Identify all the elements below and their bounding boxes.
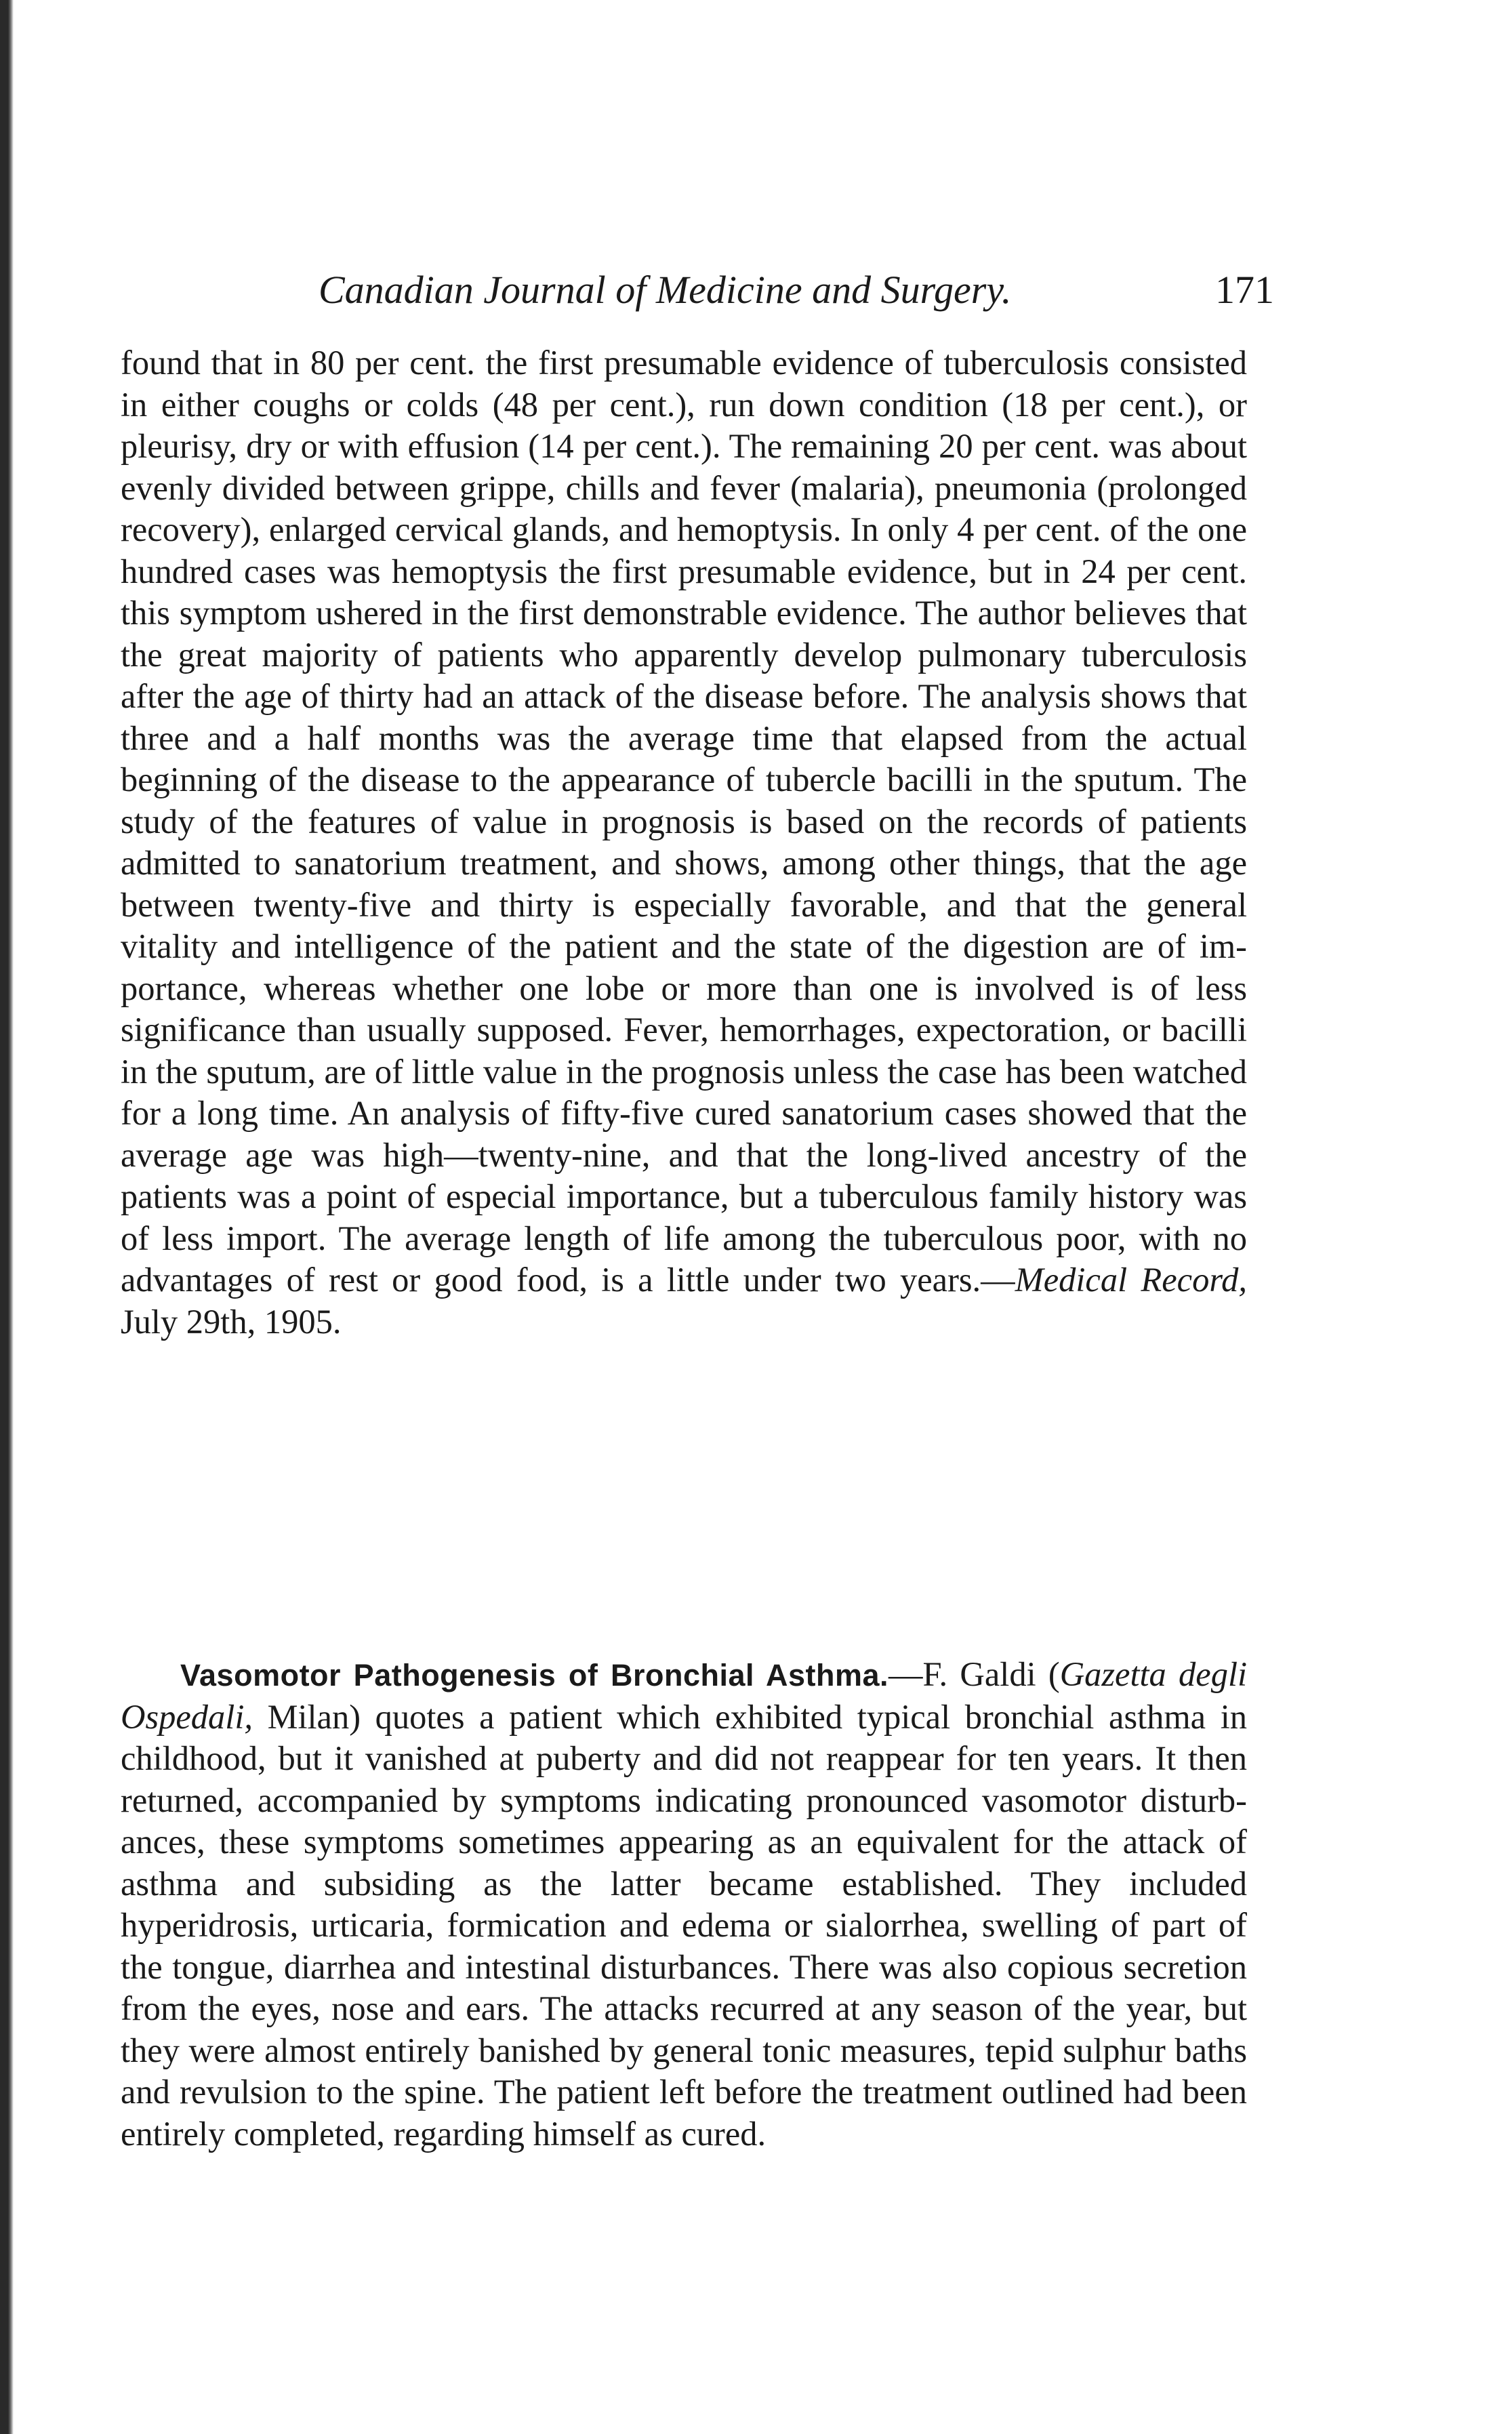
page-binding-edge — [0, 0, 14, 2434]
tuberculosis-article-paragraph — [121, 342, 1247, 1343]
citation-journal: Medical Record, — [1015, 1261, 1247, 1299]
source-journal: Gazetta degli Ospedali, — [121, 1655, 1248, 1736]
citation-date: July 29th, 1905. — [121, 1302, 342, 1341]
article-heading: Vasomotor Pathogenesis of Bronchial Asthma. — [180, 1658, 889, 1692]
article-author: —F. Galdi ( — [888, 1655, 1060, 1693]
asthma-article-paragraph — [121, 1654, 1247, 2155]
asthma-article-body: Milan) quotes a patient which exhibited typical bronchial asthma in childhood, but it vanished at puberty and did not reappear for ten years. It then returned, accompanied by symptoms indicating pronounced vasomotor disturbances, these symptoms sometimes appearing as an equivalent for the attack of asthma and subsiding as the latter became established. They included hyperidrosis, urticaria, formication and edema or sialorrhea, swelling of part of the tongue, diarrhea and intestinal disturbances. There was also copious secretion from the eyes, nose and ears. The attacks recurred at any season of the year, but they were almost entirely banished by general tonic measures, tepid sulphur baths and revulsion to the spine. The patient left before the treatment outlined had been entirely completed, regarding himself as cured. — [121, 1697, 1247, 2153]
page-number: 171 — [1215, 268, 1274, 312]
tuberculosis-article-text: found that in 80 per cent. the first presumable evidence of tuberculosis consisted in either coughs or colds (48 per cent.), run down condition (18 per cent.), or pleurisy, dry or with effusion (14 per cent.). The remaining 20 per cent. was about evenly divided between grippe, chills and fever (malaria), pneumonia (prolonged recovery), enlarged cervical glands, and hemoptysis. In only 4 per cent. of the one hundred cases was hemoptysis the first presumable evidence, but in 24 per cent. this symptom ushered in the first demonstrable evidence. The author believes that the great majority of patients who apparently develop pulmonary tuberculosis after the age of thirty had an attack of the disease before. The analysis shows that three and a half months was the average time that elapsed from the actual beginning of the disease to the appearance of tubercle bacilli in the sputum. The study of the features of value in prognosis is based on the records of patients admitted to sanatorium treatment, and shows, among other things, that the age between twenty-five and thirty is especially favorable, and that the general vitality and intelligence of the patient and the state of the digestion are of importance, whereas whether one lobe or more than one is involved is of less significance than usually supposed. Fever, hemorrhages, expectoration, or bacilli in the sputum, are of little value in the prognosis unless the case has been watched for a long time. An analysis of fifty-five cured sanatorium cases showed that the average age was high—twenty-nine, and that the long-lived ancestry of the patients was a point of especial importance, but a tuberculous family history was of less import. The average length of life among the tuberculous poor, with no advantages of rest or good food, is a little under two years.— — [121, 344, 1247, 1299]
running-header — [319, 263, 1274, 317]
journal-title: Canadian Journal of Medicine and Surgery. — [319, 268, 1012, 312]
